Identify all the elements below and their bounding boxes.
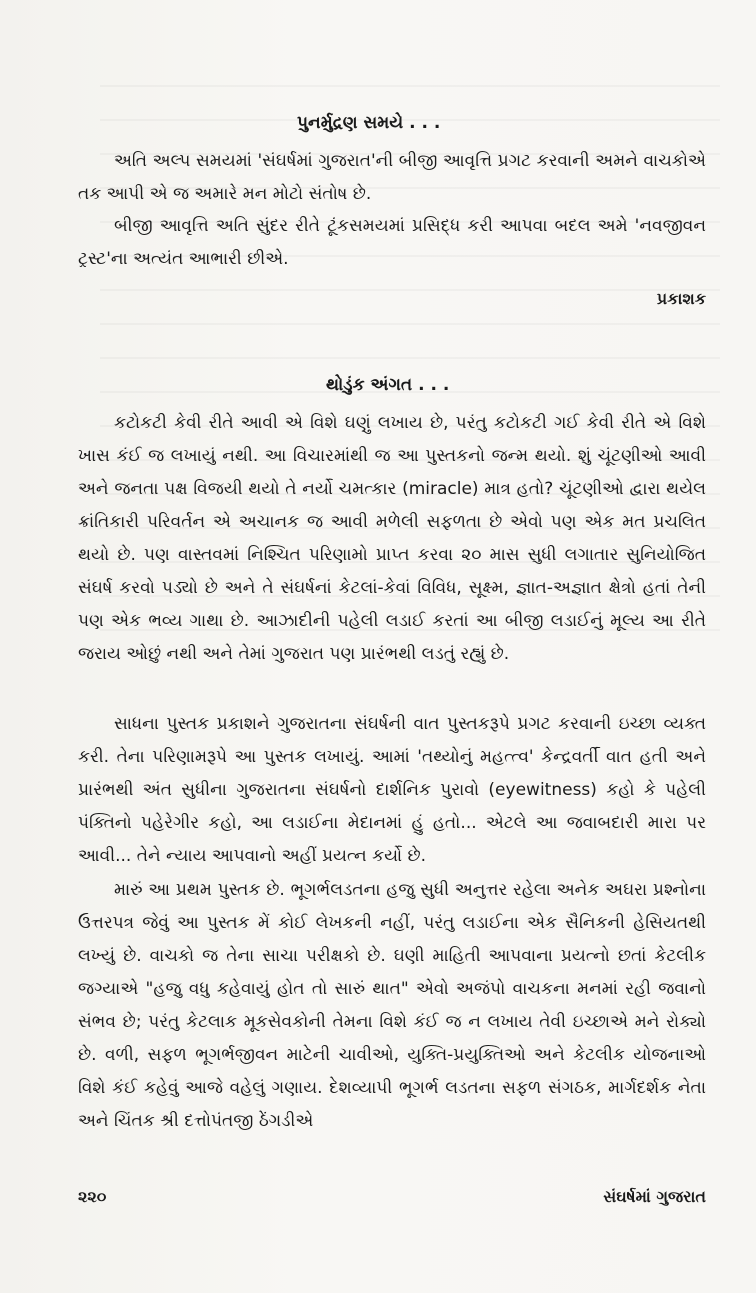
publisher-signature: પ્રકાશક — [656, 289, 706, 308]
foreword-section-title: થોડુંક અંગત . . . — [326, 375, 450, 395]
foreword-paragraph: મારું આ પ્રથમ પુસ્તક છે. ભૂગર્ભલડતના હજુ સુધી અનુત્તર રહેલા અનેક અઘરા પ્રશ્નોના ઉત્તરપત્ર જેવું આ પુસ્તક મેં કોઈ લેખકની નહીં, પરંતુ લડાઈના એક સૈનિકની હેસિયતથી લખ્યું છે. વાચકો જ તેના સાચા પરીક્ષકો છે. ઘણી માહિતી આપવાના પ્રયત્નો છતાં કેટલીક જગ્યાએ "હજુ વધુ કહેવાયું હોત તો સારું થાત" એવો અજંપો વાચકના મનમાં રહી જવાનો સંભવ છે; પરંતુ કેટલાક મૂકસેવકોની તેમના વિશે કંઈ જ ન લખાય તેવી ઇચ્છાએ મને રોક્યો છે. વળી, સફળ ભૂગર્ભજીવન માટેની ચાવીઓ, યુક્તિ-પ્રયુક્તિઓ અને કેટલીક યોજનાઓ વિશે કંઈ કહેવું આજે વહેલું ગણાય. દેશવ્યાપી ભૂગર્ભ લડતના સફળ સંગઠક, માર્ગદર્શક નેતા અને ચિંતક શ્રી દત્તોપંતજી ઠેંગડીએ — [78, 880, 706, 1131]
reprint-paragraph: અતિ અલ્પ સમયમાં 'સંઘર્ષમાં ગુજરાત'ની બીજી આવૃત્તિ પ્રગટ કરવાની અમને વાચકોએ તક આપી એ જ અમારે મન મોટો સંતોષ છે. — [78, 151, 706, 204]
foreword-paragraph: સાધના પુસ્તક પ્રકાશને ગુજરાતના સંઘર્ષની વાત પુસ્તકરૂપે પ્રગટ કરવાની ઇચ્છા વ્યક્ત કરી. તેના પરિણામરૂપે આ પુસ્તક લખાયું. આમાં 'તથ્યોનું મહત્ત્વ' કેન્દ્રવર્તી વાત હતી અને પ્રારંભથી અંત સુધીના ગુજરાતના સંઘર્ષનો દાર્શનિક પુરાવો (eyewitness) કહો કે પહેલી પંક્તિનો પહેરેગીર કહો, આ લડાઈના મેદાનમાં હું હતો... એટલે આ જવાબદારી મારા પર આવી... તેને ન્યાય આપવાનો અહીં પ્રયત્ન કર્યો છે. — [78, 714, 706, 866]
running-footer-title: સંઘર્ષમાં ગુજરાત — [603, 1187, 706, 1206]
reprint-section-title: પુનર્મુદ્રણ સમયે . . . — [297, 113, 441, 133]
reprint-paragraph: બીજી આવૃત્તિ અતિ સુંદર રીતે ટૂંકસમયમાં પ્રસિદ્ધ કરી આપવા બદલ અમે 'નવજીવન ટ્રસ્ટ'ના અત્યંત આભારી છીએ. — [78, 216, 706, 269]
foreword-paragraph: કટોકટી કેવી રીતે આવી એ વિશે ઘણું લખાય છે, પરંતુ કટોકટી ગઈ કેવી રીતે એ વિશે ખાસ કંઈ જ લખાયું નથી. આ વિચારમાંથી જ આ પુસ્તકનો જન્મ થયો. શું ચૂંટણીઓ આવી અને જનતા પક્ષ વિજયી થયો તે નર્યો ચમત્કાર (miracle) માત્ર હતો? ચૂંટણીઓ દ્વારા થયેલ ક્રાંતિકારી પરિવર્તન એ અચાનક જ આવી મળેલી સફળતા છે એવો પણ એક મત પ્રચલિત થયો છે. પણ વાસ્તવમાં નિશ્ચિત પરિણામો પ્રાપ્ત કરવા ૨૦ માસ સુધી લગાતાર સુનિયોજિત સંઘર્ષ કરવો પડ્યો છે અને તે સંઘર્ષનાં કેટલાં-કેવાં વિવિધ, સૂક્ષ્મ, જ્ઞાત-અજ્ઞાત ક્ષેત્રો હતાં તેની પણ એક ભવ્ય ગાથા છે. આઝાદીની પહેલી લડાઈ કરતાં આ બીજી લડાઈનું મૂલ્ય આ રીતે જરાય ઓછું નથી અને તેમાં ગુજરાત પણ પ્રારંભથી લડતું રહ્યું છે. — [78, 413, 706, 664]
page-number: ૨૨૦ — [78, 1187, 107, 1206]
